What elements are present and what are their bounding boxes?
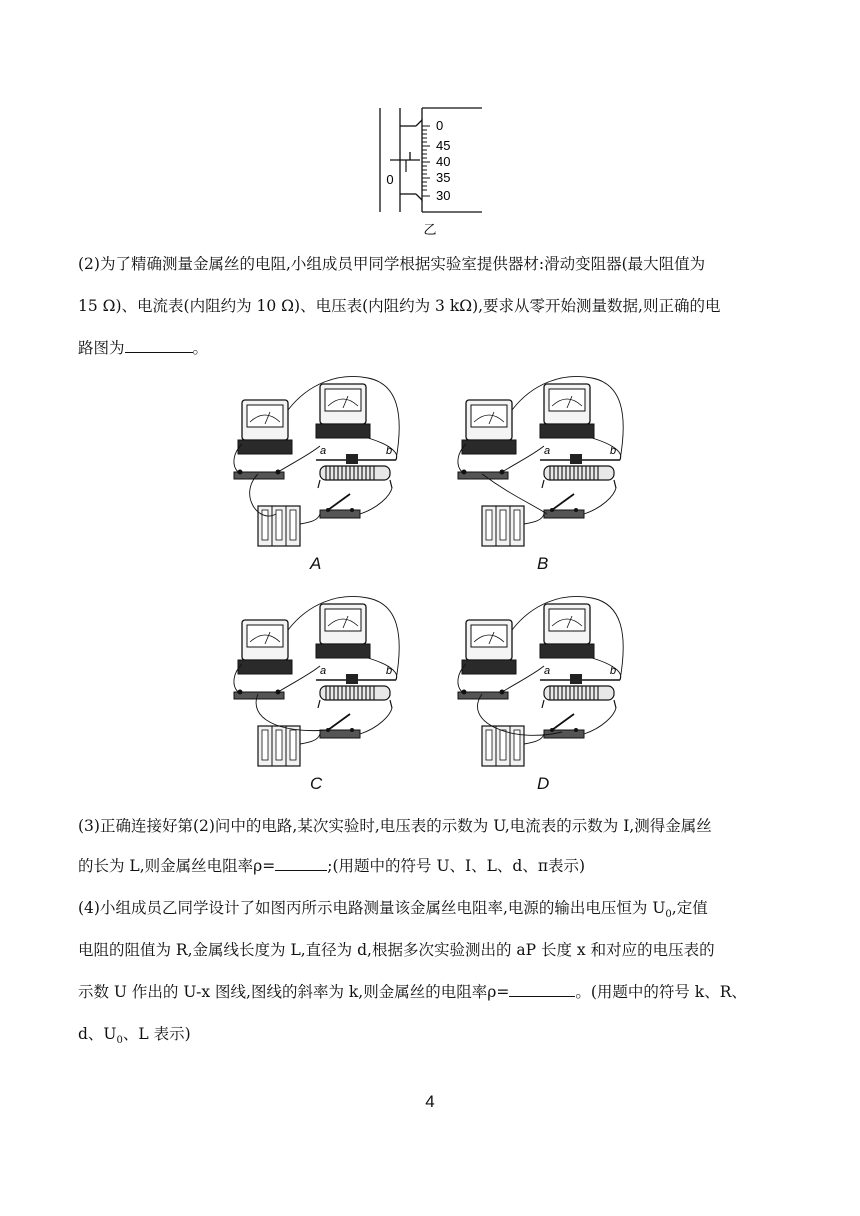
rheostat-terminal-a: a bbox=[544, 665, 551, 677]
answer-blank[interactable] bbox=[125, 338, 193, 353]
rheostat-terminal-b: b bbox=[610, 445, 617, 457]
q3-line2-suffix: ;(用题中的符号 U、I、L、d、π表示) bbox=[327, 857, 586, 875]
q4-line3-suffix: 。(用题中的符号 k、R、 bbox=[575, 983, 747, 1001]
switch-icon bbox=[320, 494, 360, 518]
ammeter-icon bbox=[316, 384, 370, 438]
micrometer-figure bbox=[370, 100, 500, 240]
switch-icon bbox=[320, 714, 360, 738]
q3-line2 bbox=[78, 856, 585, 876]
battery-icon bbox=[482, 506, 524, 546]
subscript: 0 bbox=[116, 1035, 123, 1047]
q4-line2: 电阻的阻值为 R,金属线长度为 L,直径为 d,根据多次实验测出的 aP 长度 x 和对应的电压表的 bbox=[78, 941, 715, 959]
rheostat-icon bbox=[316, 454, 396, 488]
ammeter-icon bbox=[540, 604, 594, 658]
q3-line2-prefix: 的长为 L,则金属丝电阻率ρ= bbox=[78, 857, 276, 875]
battery-icon bbox=[482, 726, 524, 766]
subscript: 0 bbox=[665, 909, 672, 921]
rheostat-terminal-a: a bbox=[544, 445, 551, 457]
switch-icon bbox=[544, 494, 584, 518]
battery-icon bbox=[258, 726, 300, 766]
circuit-label-c: C bbox=[310, 774, 323, 793]
voltmeter-icon bbox=[238, 400, 292, 454]
q2-line2: 15 Ω)、电流表(内阻约为 10 Ω)、电压表(内阻约为 3 kΩ),要求从零开始测量数据,则正确的电 bbox=[78, 297, 721, 315]
page-number: 4 bbox=[425, 1092, 435, 1111]
q2-line1: (2)为了精确测量金属丝的电阻,小组成员甲同学根据实验室提供器材:滑动变阻器(最大阻值为 bbox=[78, 255, 706, 273]
voltmeter-icon bbox=[462, 400, 516, 454]
rheostat-icon bbox=[540, 674, 620, 708]
resistance-wire-board-icon bbox=[458, 690, 508, 700]
answer-blank[interactable] bbox=[509, 982, 575, 997]
rheostat-terminal-b: b bbox=[386, 445, 393, 457]
thimble-label: 45 bbox=[436, 138, 451, 153]
circuit-diagram-d bbox=[452, 594, 642, 774]
q2-line3-prefix: 路图为 bbox=[78, 339, 125, 357]
answer-blank[interactable] bbox=[275, 856, 327, 871]
q4-line3-prefix: 示数 U 作出的 U-x 图线,图线的斜率为 k,则金属丝的电阻率ρ= bbox=[78, 983, 510, 1001]
q4-line4 bbox=[78, 1024, 191, 1051]
rheostat-terminal-b: b bbox=[610, 665, 617, 677]
rheostat-terminal-b: b bbox=[386, 665, 393, 677]
q4-line1-suffix: ,定值 bbox=[671, 899, 708, 917]
rheostat-icon bbox=[540, 454, 620, 488]
main-scale-label: 0 bbox=[386, 172, 394, 187]
q4-line3 bbox=[78, 982, 747, 1002]
circuit-diagram-b bbox=[452, 374, 642, 554]
q2-line3-suffix: 。 bbox=[192, 339, 209, 357]
ammeter-icon bbox=[316, 604, 370, 658]
thimble-label: 30 bbox=[436, 188, 451, 203]
q4-line1-prefix: (4)小组成员乙同学设计了如图丙所示电路测量该金属丝电阻率,电源的输出电压恒为 U bbox=[78, 899, 666, 917]
resistance-wire-board-icon bbox=[234, 690, 284, 700]
circuit-diagram-c bbox=[228, 594, 418, 774]
resistance-wire-board-icon bbox=[234, 470, 284, 480]
rheostat-icon bbox=[316, 674, 396, 708]
thimble-label: 0 bbox=[436, 118, 444, 133]
q4-line4-suffix: 、L 表示) bbox=[122, 1025, 191, 1043]
figure-caption: 乙 bbox=[423, 222, 437, 237]
circuit-diagram-a bbox=[228, 374, 418, 554]
q2-line3 bbox=[78, 338, 208, 358]
voltmeter-icon bbox=[238, 620, 292, 674]
thimble-label: 35 bbox=[436, 170, 451, 185]
ammeter-icon bbox=[540, 384, 594, 438]
q3-line1: (3)正确连接好第(2)问中的电路,某次实验时,电压表的示数为 U,电流表的示数为 I,测得金属丝 bbox=[78, 817, 712, 835]
voltmeter-icon bbox=[462, 620, 516, 674]
battery-icon bbox=[258, 506, 300, 546]
thimble-label: 40 bbox=[436, 154, 451, 169]
circuit-label-a: A bbox=[310, 554, 322, 573]
circuit-label-b: B bbox=[537, 554, 549, 573]
circuit-label-d: D bbox=[537, 774, 550, 793]
rheostat-terminal-a: a bbox=[320, 445, 327, 457]
rheostat-terminal-a: a bbox=[320, 665, 327, 677]
q4-line1 bbox=[78, 898, 708, 925]
q4-line4-prefix: d、U bbox=[78, 1025, 117, 1043]
